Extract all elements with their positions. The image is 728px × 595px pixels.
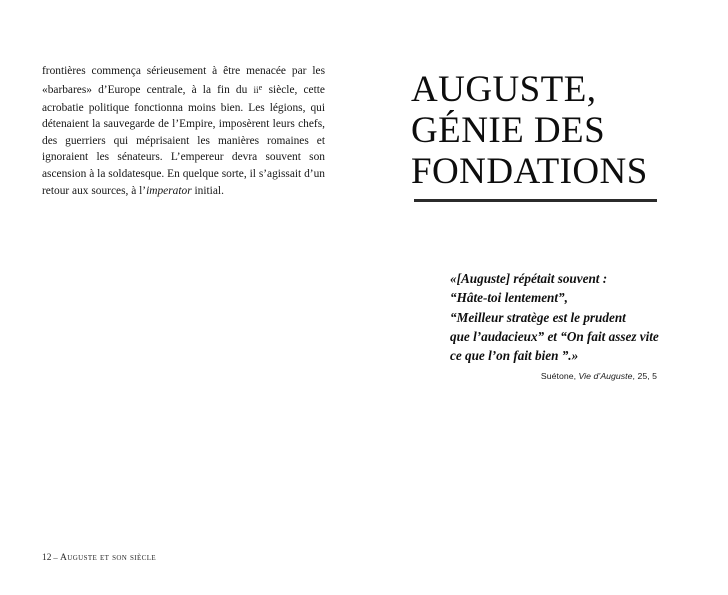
chapter-title-line-2: GÉNIE DES	[411, 109, 606, 151]
quote-line-3: “Meilleur stratège est le prudent	[450, 309, 626, 325]
italic-term-imperator: imperator	[146, 184, 192, 197]
century-ordinal-suffix: e	[258, 82, 263, 92]
quote-attribution	[410, 371, 657, 381]
century-roman-numeral: ii	[253, 86, 259, 97]
title-divider-rule	[414, 199, 657, 202]
quote-line-5: ce que l’on fait bien ”.»	[450, 348, 579, 364]
page-title	[411, 69, 711, 192]
quote-line-4: que l’audacieux” et “On fait assez vite	[450, 329, 659, 345]
quote-line-1: «[Auguste] répétait souvent :	[450, 271, 608, 287]
attribution-reference: , 25, 5	[632, 371, 657, 381]
right-page	[364, 0, 728, 595]
folio-line	[42, 552, 156, 563]
paragraph-segment-1: frontières commença sérieusement à être menacée par les «barbares» d’Europe centrale, à la fin du	[42, 65, 325, 97]
running-title: Auguste et son siècle	[59, 552, 157, 563]
attribution-work-title: Vie d’Auguste	[578, 371, 633, 381]
quote-line-2: “Hâte-toi lentement”,	[450, 290, 568, 306]
paragraph-segment-2: siècle, cette acrobatie politique fonctionna moins bien. Les légions, qui détenaient la sauvegarde de l’Empire, imposèrent leurs chefs, des guerriers qui méprisaient les manières romaines et ignoraient les sénateurs. L’empereur devra souvent son ascension à la soldatesque. En quelque sorte, il s’agissait d’un retour aux sources, à l’	[42, 84, 325, 197]
chapter-title-line-3: FONDATIONS	[411, 150, 648, 192]
folio-separator: –	[53, 552, 58, 562]
paragraph-segment-3: initial.	[191, 184, 224, 197]
chapter-title-line-1: AUGUSTE,	[411, 68, 597, 110]
attribution-author: Suétone,	[540, 371, 579, 381]
pull-quote	[450, 269, 728, 365]
page-number: 12	[42, 553, 52, 563]
body-paragraph	[42, 63, 325, 199]
